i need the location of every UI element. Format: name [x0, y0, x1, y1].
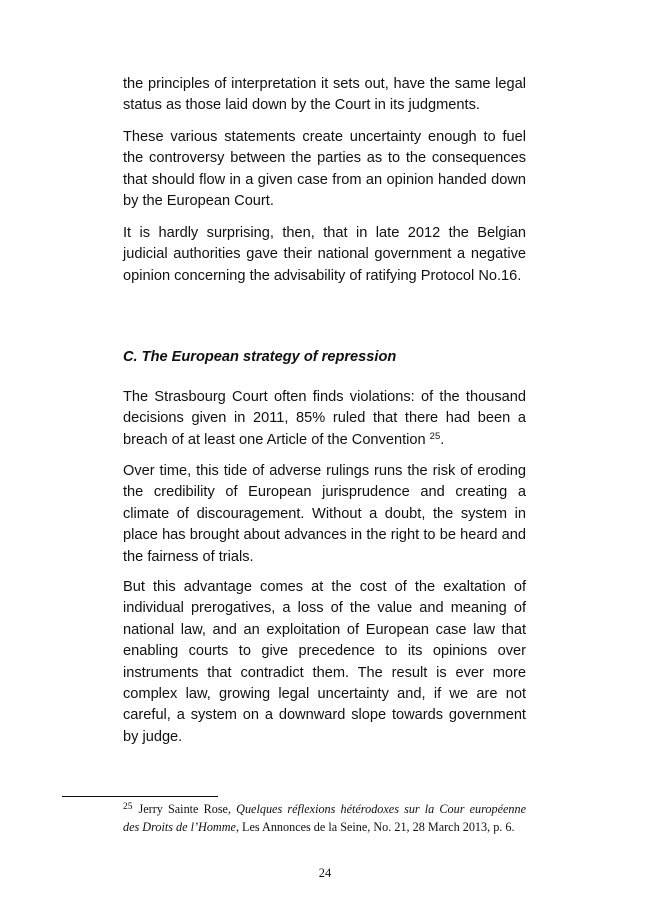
- footnote-author: Jerry Sainte Rose,: [138, 802, 237, 816]
- footnote-details: , Les Annonces de la Seine, No. 21, 28 March 2013, p. 6.: [235, 820, 515, 835]
- footnote-separator: [62, 796, 218, 797]
- paragraph-strasbourg-text: The Strasbourg Court often finds violations: of the thousand decisions given in 2011, 85% ruled that there had been a breach of at least one Article of the Convention: [123, 389, 526, 448]
- paragraph-interpretation: the principles of interpretation it sets out, have the same legal status as those laid down by the Court in its judgments.: [123, 76, 526, 114]
- footnote-number: 25: [123, 802, 133, 812]
- footnote: [123, 800, 526, 837]
- page-number: 24: [318, 866, 332, 880]
- paragraph-strasbourg-end: .: [440, 431, 445, 448]
- footnote-reference[interactable]: 25: [429, 430, 441, 442]
- paragraph-belgian-authorities: It is hardly surprising, then, that in late 2012 the Belgian judicial authorities gave their national government a negative opinion concerning the advisability of ratifying Protocol No.16.: [123, 225, 526, 284]
- footnote-title: Quelques réflexions hétérodoxes sur la Cour européenne des Droits de l’Homme: [123, 802, 526, 835]
- paragraph-uncertainty: These various statements create uncertainty enough to fuel the controversy between the parties as to the consequences that should flow in a given case from an opinion handed down by the European Court.: [123, 129, 526, 210]
- paragraph-advantage-cost: But this advantage comes at the cost of the exaltation of individual prerogatives, a loss of the value and meaning of national law, and an exploitation of European case law that enabling courts to give precedence to its opinions over instruments that contradict them. The result is ever more complex law, growing legal uncertainty and, if we are not careful, a system on a downward slope towards government by judge.: [123, 579, 526, 745]
- paragraph-adverse-rulings: Over time, this tide of adverse rulings runs the risk of eroding the credibility of European jurisprudence and creating a climate of discouragement. Without a doubt, the system in place has brought about advances in the right to be heard and the fairness of trials.: [123, 463, 526, 565]
- paragraph-strasbourg-court: [123, 387, 526, 451]
- section-heading: C. The European strategy of repression: [123, 349, 397, 365]
